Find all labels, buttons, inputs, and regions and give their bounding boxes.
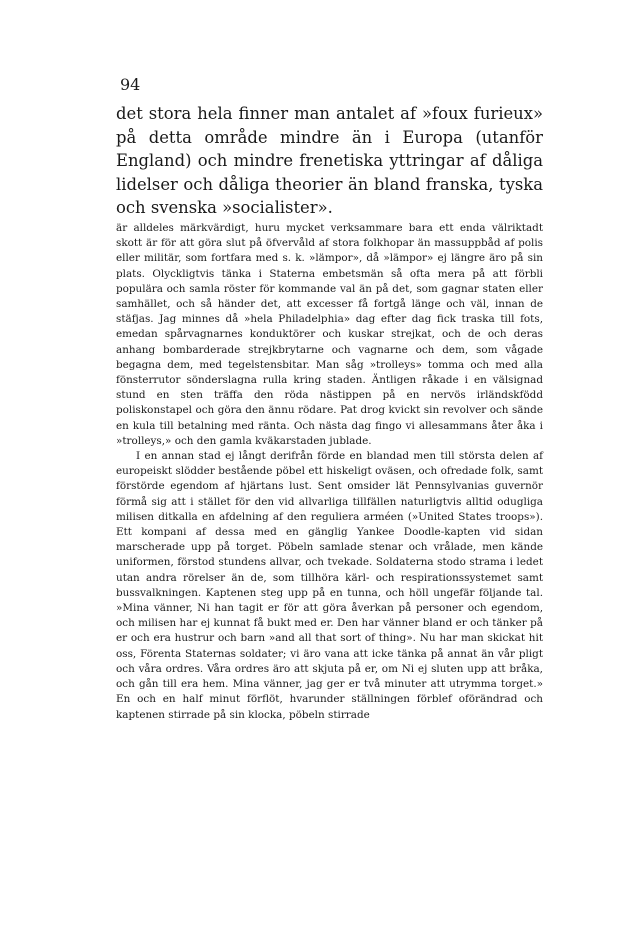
page-number: 94	[120, 75, 141, 94]
small-print-body	[116, 221, 543, 723]
body-paragraph-2: I en annan stad ej långt derifrån förde en blandad men till största delen af europeiskt slödder bestående pöbel ett hiskeligt oväsen, och ofredade folk, samt förstörde egendom af hjärtans lust. Sent omsider lät Pennsylvanias guvernör förmå sig att i stället för den vid allvarliga tillfällen naturligtvis alltid odugliga milisen ditkalla en afdelning af den reguliera arméen (»United States troops»). Ett kompani af dessa med en gänglig Yankee Doodle-kapten vid sidan marscherade upp på torget. Pöbeln samlade stenar och vrålade, men kände uniformen, förstod stundens allvar, och tvekade. Soldaterna stodo strama i ledet utan andra rörelser än de, som tillhöra kärl- och respirationssystemet samt bussvalkningen. Kaptenen steg upp på en tunna, och höll ungefär följande tal. »Mina vänner, Ni han tagit er för att göra åverkan på personer och egendom, och milisen har ej kunnat få bukt med er. Den har vänner bland er och tänker på er och era hustrur och barn »and all that sort of thing». Nu har man skickat hit oss, Förenta Staternas soldater; vi äro vana att icke tänka på annat än vår pligt och våra ordres. Våra ordres äro att skjuta på er, om Ni ej sluten upp att bråka, och gån till era hem. Mina vänner, jag ger er två minuter att utrymma torget.» En och en half minut förflöt, hvarunder ställningen förblef oförändrad och kaptenen stirrade på sin klocka, pöbeln stirrade	[116, 450, 543, 721]
body-paragraph-1: är alldeles märkvärdigt, huru mycket verksammare bara ett enda välriktadt skott är för att göra slut på öfvervåld af stora folkhopar än massuppbåd af polis eller militär, som fortfara med s. k. »lämpor», då »lämpor» ej längre äro på sin plats. Olyckligtvis tänka i Staterna embetsmän så ofta mera på att förbli populära och samla röster för kommande val än på det, som gagnar staten eller samhället, och så händer det, att excesser få fortgå länge och väl, innan de stäfjas. Jag minnes då »hela Philadelphia» dag efter dag fick traska till fots, emedan spårvagnarnes konduktörer och kuskar strejkat, och de och deras anhang bombarderade strejkbrytarne och vagnarne och dem, som vågade begagna dem, med tegelstensbitar. Man såg »trolleys» tomma och med alla fönsterrutor sönderslagna rulla kring staden. Äntligen råkade i en välsignad stund en sten träffa den röda nästippen på en nervös irländskfödd poliskonstapel och göra den ännu rödare. Pat drog kvickt sin revolver och sände en kula till betalning med ränta. Och nästa dag fingo vi allesammans åter åka i »trolleys,» och den gamla kväkarstaden jublade.	[116, 222, 543, 447]
large-print-paragraph: det stora hela finner man antalet af »foux furieux» på detta område mindre än i Europa (utanför England) och mindre frenetiska yttringar af dåliga lidelser och dåliga theorier än bland franska, tyska och svenska »socialister».	[116, 104, 543, 218]
